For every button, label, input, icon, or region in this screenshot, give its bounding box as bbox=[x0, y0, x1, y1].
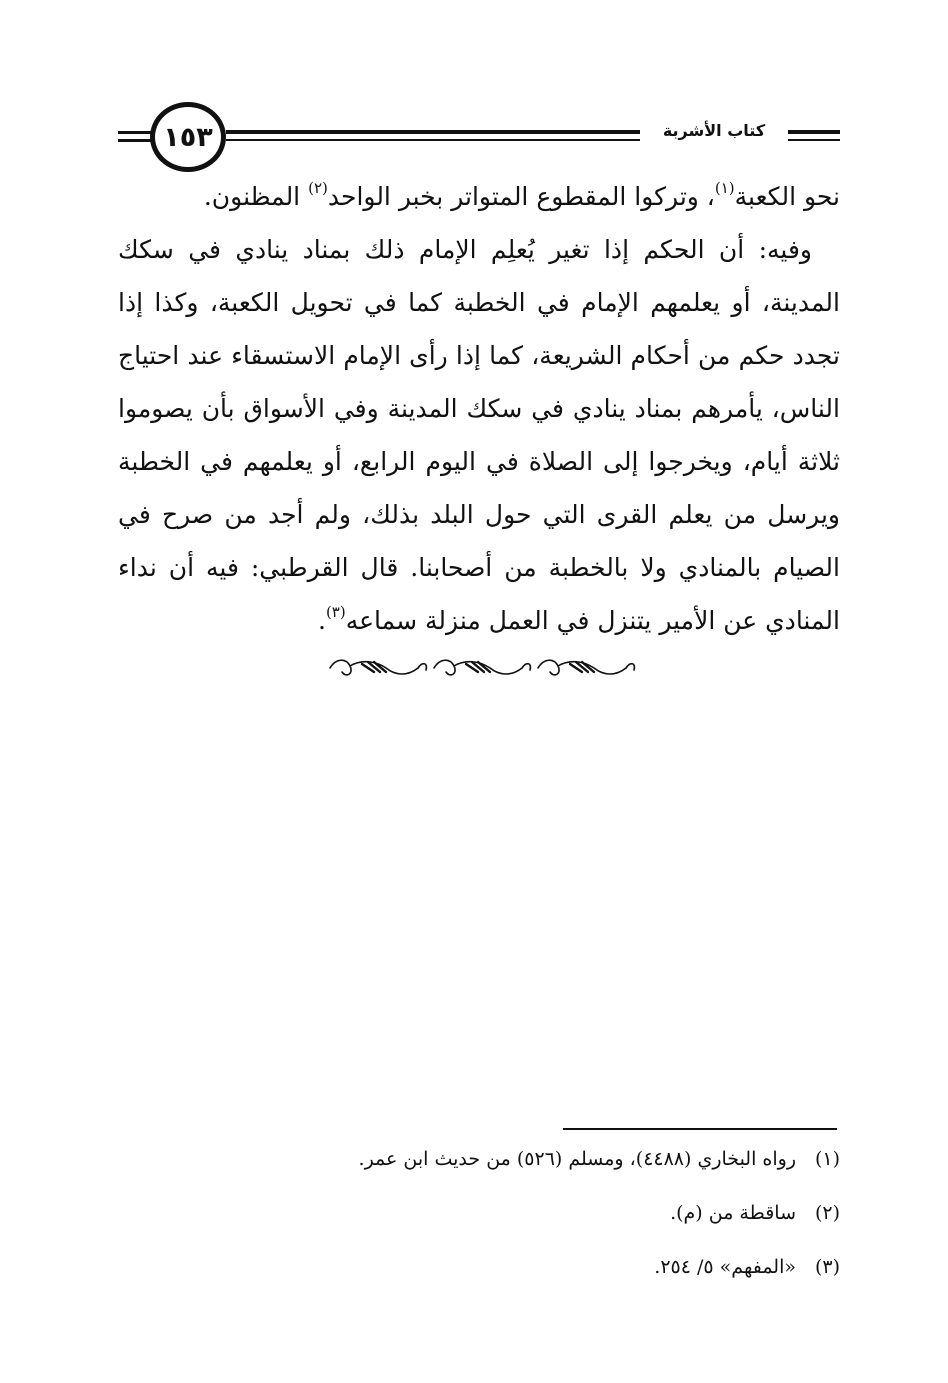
footnote-ref-2: (٢) bbox=[308, 179, 328, 197]
main-text bbox=[118, 170, 840, 647]
running-title: كتاب الأشربة bbox=[640, 118, 788, 144]
footnotes bbox=[118, 1144, 840, 1306]
footnote-2-text: ساقطة من (م). bbox=[670, 1202, 796, 1224]
header-rule-left-bottom bbox=[118, 139, 154, 142]
page-number: ١٥٣ bbox=[150, 102, 226, 172]
paragraph-1-text-c: المظنون. bbox=[203, 182, 309, 211]
header-rule-left-top bbox=[118, 131, 154, 134]
footnote-2 bbox=[118, 1198, 840, 1252]
footnote-ref-1: (١) bbox=[714, 179, 735, 197]
page-header bbox=[0, 0, 948, 190]
footnote-2-number: (٢) bbox=[814, 1202, 840, 1224]
paragraph-2-text-a: وفيه: أن الحكم إذا تغير يُعلِم الإمام ذلك بمناد ينادي في سكك المدينة، أو يعلمهم الإمام في الخطبة كما في تحويل الكعبة، وكذا إذا تجدد حكم من أحكام الشريعة، كما إذا رأى الإمام الاستسقاء عند احتياج الناس، يأمرهم بمناد ينادي في سكك المدينة وفي الأسواق بأن يصوموا ثلاثة أيام، ويخرجوا إلى الصلاة في اليوم الرابع، أو يعلمهم في الخطبة ويرسل من يعلم القرى التي حول البلد بذلك، ولم أجد من صرح في الصيام بالمنادي ولا بالخطبة من أصحابنا. قال القرطبي: فيه أن نداء المنادي عن الأمير يتنزل في العمل منزلة سماعه bbox=[118, 235, 840, 635]
section-end-ornament bbox=[326, 650, 636, 684]
footnote-3-number: (٣) bbox=[814, 1256, 840, 1278]
footnote-ref-3: (٣) bbox=[325, 603, 346, 621]
paragraph-1-text-b: ، وتركوا المقطوع المتواتر بخبر الواحد bbox=[327, 182, 715, 211]
ornament-motif-1 bbox=[330, 660, 426, 675]
paragraph-1 bbox=[118, 170, 840, 223]
paragraph-2 bbox=[118, 223, 840, 647]
footnote-3-text: «المفهم» ٥/ ٢٥٤. bbox=[654, 1256, 796, 1278]
paragraph-1-text-a: نحو الكعبة bbox=[734, 182, 840, 211]
footnote-3 bbox=[118, 1252, 840, 1306]
footnote-1 bbox=[118, 1144, 840, 1198]
paragraph-2-text-b: . bbox=[317, 606, 326, 635]
footnote-1-number: (١) bbox=[814, 1148, 840, 1170]
footnote-1-text: رواه البخاري (٤٤٨٨)، ومسلم (٥٢٦) من حديث ابن عمر. bbox=[358, 1148, 796, 1170]
ornament-motif-3 bbox=[538, 660, 634, 675]
footnote-separator bbox=[563, 1128, 837, 1130]
ornament-motif-2 bbox=[434, 660, 530, 675]
